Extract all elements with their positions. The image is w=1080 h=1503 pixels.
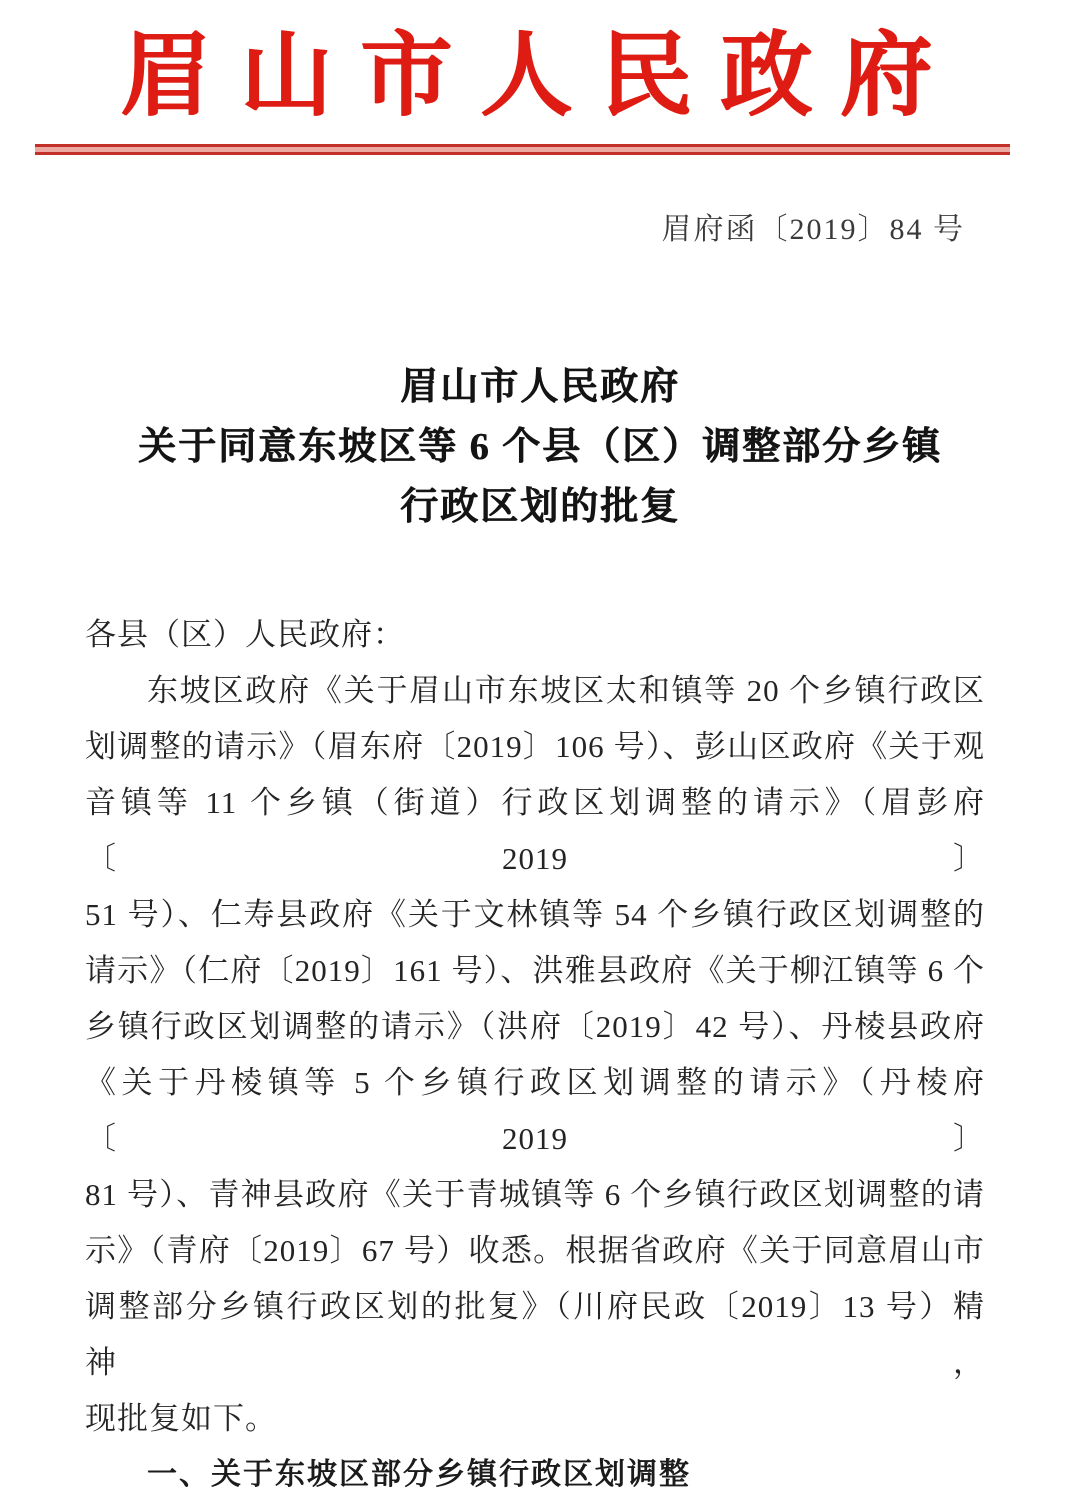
body-line: 音镇等 11 个乡镇（街道）行政区划调整的请示》（眉彭府〔2019〕: [85, 785, 985, 876]
body-line: 划调整的请示》（眉东府〔2019〕106 号）、彭山区政府《关于观: [85, 729, 985, 764]
body-line: 调整部分乡镇行政区划的批复》（川府民政〔2019〕13 号）精神，: [85, 1289, 985, 1380]
document-number: 眉府函〔2019〕84 号: [661, 213, 965, 246]
body-line: 乡镇行政区划调整的请示》（洪府〔2019〕42 号）、丹棱县政府: [85, 1009, 985, 1044]
body-line: 《关于丹棱镇等 5 个乡镇行政区划调整的请示》（丹棱府〔2019〕: [85, 1065, 985, 1156]
document-title-line: 关于同意东坡区等 6 个县（区）调整部分乡镇: [137, 426, 942, 468]
body-line: 示》（青府〔2019〕67 号）收悉。根据省政府《关于同意眉山市: [85, 1233, 985, 1268]
document-title-line: 行政区划的批复: [399, 486, 680, 528]
body-line: 现批复如下。: [85, 1401, 277, 1436]
document-title-line: 眉山市人民政府: [399, 366, 680, 408]
body-line: 东坡区政府《关于眉山市东坡区太和镇等 20 个乡镇行政区: [147, 673, 985, 708]
body-line: 51 号）、仁寿县政府《关于文林镇等 54 个乡镇行政区划调整的: [85, 897, 985, 932]
section-heading: 一、关于东坡区部分乡镇行政区划调整: [147, 1458, 691, 1491]
document-body: [85, 607, 985, 1503]
letterhead-agency-title: 眉山市人民政府: [119, 25, 960, 127]
body-line: 请示》（仁府〔2019〕161 号）、洪雅县政府《关于柳江镇等 6 个: [85, 953, 985, 988]
body-line: 81 号）、青神县政府《关于青城镇等 6 个乡镇行政区划调整的请: [85, 1177, 985, 1212]
body-line: 各县（区）人民政府：: [85, 617, 405, 652]
red-divider-line: [35, 144, 1010, 155]
document-title: [0, 357, 1080, 537]
